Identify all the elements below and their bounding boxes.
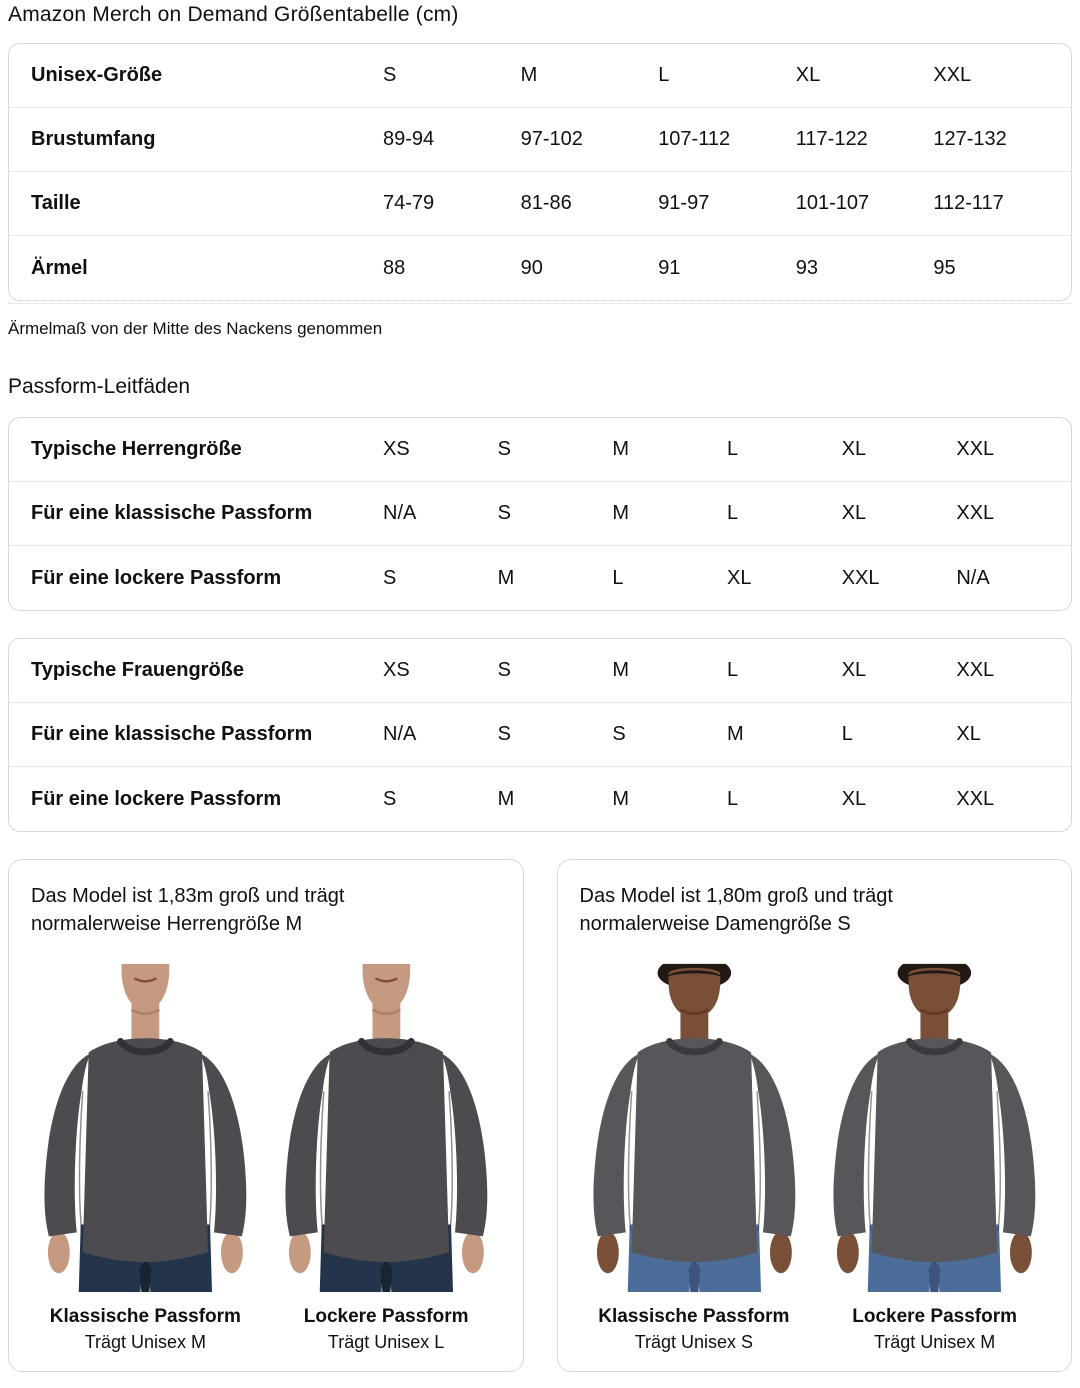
size-cell: XXL (956, 659, 995, 681)
size-cell: 74-79 (383, 192, 435, 214)
size-cell: XXL (841, 566, 880, 589)
sleeve-measure-note: Ärmelmaß von der Mitte des Nackens genommen (8, 319, 383, 338)
divider (8, 303, 1072, 304)
mens-model-card (8, 859, 524, 1372)
row-label: Für eine lockere Passform (31, 787, 282, 810)
size-cell: XL (795, 64, 821, 86)
model-photo-woman-loose-icon (820, 962, 1049, 1294)
size-cell: L (658, 64, 670, 86)
row-label: Typische Herrengröße (31, 438, 242, 460)
size-cell: L (727, 787, 739, 810)
size-cell: 88 (383, 256, 406, 279)
size-cell: XL (727, 566, 752, 589)
table-row (9, 767, 1071, 831)
size-cell: M (727, 723, 744, 745)
size-cell: L (612, 566, 624, 589)
size-cell: 89-94 (383, 128, 435, 150)
table-row (9, 418, 1071, 482)
fit-caption: Klassische Passform (598, 1306, 790, 1327)
size-cell: 101-107 (795, 192, 870, 214)
size-cell: XL (841, 438, 867, 460)
size-cell: 107-112 (658, 128, 731, 150)
fit-subcaption: Trägt Unisex S (634, 1332, 754, 1352)
row-label: Für eine lockere Passform (31, 566, 282, 589)
size-cell: 127-132 (933, 128, 1007, 150)
size-cell: XS (383, 438, 410, 460)
size-cell: XL (841, 787, 867, 810)
table-row (9, 44, 1071, 108)
model-cards (8, 859, 1072, 1372)
figure-classic-fit (580, 962, 809, 1355)
size-cell: S (497, 438, 512, 460)
size-cell: 112-117 (933, 192, 1004, 214)
fit-guides-heading: Passform-Leitfäden (8, 375, 191, 398)
womens-fit-table (8, 638, 1072, 832)
size-cell: XL (841, 502, 867, 524)
model-photo-man-loose-icon (272, 962, 501, 1294)
size-cell: L (727, 438, 739, 460)
womens-model-heading: Das Model ist 1,80m groß und trägt normalerweise Damengröße S (579, 885, 893, 935)
size-cell: L (727, 502, 739, 524)
size-cell: XXL (956, 502, 995, 524)
womens-model-card (557, 859, 1073, 1372)
size-cell: M (612, 787, 630, 810)
size-cell: 93 (795, 256, 819, 279)
size-cell: 97-102 (520, 128, 583, 150)
size-cell: L (727, 659, 739, 681)
size-cell: 95 (933, 256, 956, 279)
size-cell: 90 (520, 256, 543, 279)
figure-classic-fit (31, 962, 260, 1355)
unisex-size-table (8, 43, 1072, 301)
mens-fit-table (8, 417, 1072, 611)
size-cell: 91 (658, 256, 681, 279)
fit-caption: Lockere Passform (303, 1306, 469, 1327)
size-cell: 117-122 (795, 128, 868, 150)
figure-loose-fit (272, 962, 501, 1355)
size-cell: N/A (383, 723, 417, 745)
size-cell: L (841, 723, 853, 745)
fit-subcaption: Trägt Unisex L (327, 1332, 445, 1352)
size-cell: M (497, 566, 515, 589)
size-cell: N/A (956, 566, 990, 589)
size-cell: S (497, 723, 512, 745)
size-cell: XL (956, 723, 981, 745)
row-label: Brustumfang (31, 128, 156, 150)
size-cell: M (612, 502, 630, 524)
size-cell: 91-97 (658, 192, 710, 214)
size-cell: S (612, 723, 626, 745)
fit-caption: Lockere Passform (852, 1306, 1017, 1327)
size-cell: XXL (956, 438, 995, 460)
size-cell: S (383, 64, 397, 86)
size-cell: N/A (383, 502, 417, 524)
fit-subcaption: Trägt Unisex M (873, 1332, 996, 1352)
model-photo-man-classic-icon (31, 962, 260, 1294)
size-cell: M (497, 787, 515, 810)
size-cell: M (520, 64, 538, 86)
size-cell: XXL (933, 64, 972, 86)
row-label: Für eine klassische Passform (31, 723, 313, 745)
size-cell: M (612, 659, 630, 681)
row-label: Unisex-Größe (31, 64, 163, 86)
womens-figures (580, 962, 1050, 1355)
page-title: Amazon Merch on Demand Größentabelle (cm) (8, 3, 459, 26)
fit-caption: Klassische Passform (49, 1306, 241, 1327)
size-cell: S (497, 659, 512, 681)
table-row (9, 236, 1071, 300)
table-row (9, 482, 1071, 546)
size-cell: S (497, 502, 512, 524)
table-row (9, 546, 1071, 610)
size-cell: M (612, 438, 630, 460)
fit-subcaption: Trägt Unisex M (84, 1332, 207, 1352)
table-row (9, 172, 1071, 236)
row-label: Ärmel (31, 256, 88, 279)
mens-model-heading: Das Model ist 1,83m groß und trägt normalerweise Herrengröße M (31, 885, 345, 935)
figure-loose-fit (820, 962, 1049, 1355)
table-row (9, 703, 1071, 767)
model-photo-woman-classic-icon (580, 962, 809, 1294)
size-cell: XL (841, 659, 867, 681)
table-row (9, 108, 1071, 172)
size-cell: 81-86 (520, 192, 572, 214)
row-label: Typische Frauengröße (31, 659, 245, 681)
size-cell: S (383, 566, 397, 589)
mens-figures (31, 962, 501, 1355)
row-label: Taille (31, 192, 81, 214)
table-row (9, 639, 1071, 703)
row-label: Für eine klassische Passform (31, 502, 313, 524)
size-cell: XS (383, 659, 410, 681)
size-cell: XXL (956, 787, 995, 810)
size-cell: S (383, 787, 397, 810)
